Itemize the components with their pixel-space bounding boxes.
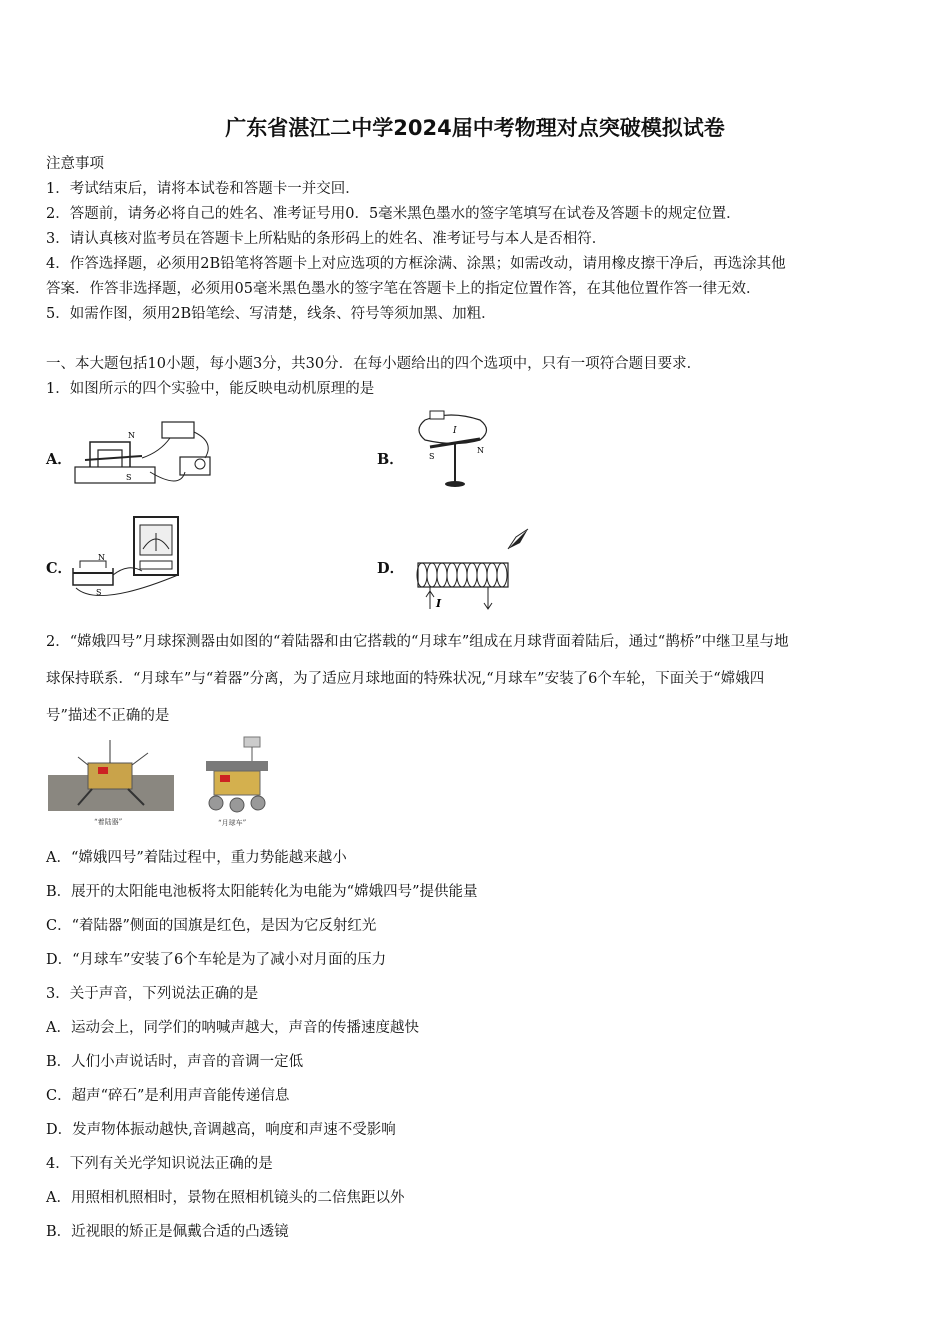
q2-rover-image: [184, 733, 284, 831]
q2-option-c: C．“着陆器”侧面的国旗是红色，是因为它反射红光: [46, 918, 377, 934]
section-heading: 一、本大题包括10小题，每小题3分，共30分．在每小题给出的四个选项中，只有一项符合题目要求．: [46, 356, 702, 372]
q1-option-c-label: C．: [46, 560, 73, 577]
q1b-n-label: N: [477, 446, 484, 455]
q3-option-c: C．超声“碎石”是利用声音能传递信息: [46, 1088, 290, 1104]
q1a-s-label: S: [126, 473, 132, 482]
q2-stem-line: 球保持联系．“月球车”与“着器”分离，为了适应月球地面的特殊状况,“月球车”安装了6个车轮，下面关于“嫦娥四: [46, 671, 765, 687]
notice-item: 1．考试结束后，请将本试卷和答题卡一并交回．: [46, 181, 360, 197]
q2-stem-line: 2．“嫦娥四号”月球探测器由如图的“着陆器和由它搭载的“月球车”组成在月球背面着陆后，通过“鹊桥”中继卫星与地: [46, 634, 789, 650]
q1-option-d-label: D．: [377, 560, 405, 577]
q1-figure-a: [70, 412, 230, 492]
q4-option-a: A．用照相机照相时，景物在照相机镜头的二倍焦距以外: [46, 1190, 405, 1206]
q1d-current-label: I: [436, 597, 442, 610]
q1b-current-label: I: [453, 426, 457, 436]
q3-option-a: A．运动会上，同学们的呐喊声越大，声音的传播速度越快: [46, 1020, 419, 1036]
q1c-n-label: N: [98, 553, 105, 562]
q2-option-a: A．“嫦娥四号”着陆过程中，重力势能越来越小: [46, 850, 347, 866]
q1a-n-label: N: [128, 431, 135, 440]
q1-figure-b: [405, 405, 495, 490]
q2-lander-image: [48, 735, 174, 829]
q2-stem-line: 号”描述不正确的是: [46, 708, 170, 724]
notice-item: 2．答题前，请务必将自己的姓名、准考证号用0．5毫米黑色墨水的签字笔填写在试卷及答题卡的规定位置．: [46, 206, 741, 222]
q3-stem: 3．关于声音，下列说法正确的是: [46, 986, 259, 1002]
q2-option-b: B．展开的太阳能电池板将太阳能转化为电能为“嫦娥四号”提供能量: [46, 884, 478, 900]
q1c-s-label: S: [96, 588, 102, 597]
notice-item: 5．如需作图，须用2B铅笔绘、写清楚，线条、符号等须加黑、加粗．: [46, 306, 496, 322]
notice-heading: 注意事项: [46, 156, 104, 172]
page-title: 广东省湛江二中学2024届中考物理对点突破模拟试卷: [225, 116, 725, 140]
q2-option-d: D．“月球车”安装了6个车轮是为了减小对月面的压力: [46, 952, 387, 968]
q3-option-d: D．发声物体振动越快,音调越高，响度和声速不受影响: [46, 1122, 396, 1138]
notice-item: 答案．作答非选择题，必须用05毫米黑色墨水的签字笔在答题卡上的指定位置作答，在其他位置作答一律无效．: [46, 281, 761, 297]
notice-item: 3．请认真核对监考员在答题卡上所粘贴的条形码上的姓名、准考证号与本人是否相符．: [46, 231, 607, 247]
q1-figure-c: [68, 513, 198, 605]
q1-figure-d: [408, 525, 533, 615]
q1b-s-label: S: [429, 452, 435, 461]
q2-lander-caption: “着陆器”: [94, 818, 123, 826]
q4-stem: 4．下列有关光学知识说法正确的是: [46, 1156, 273, 1172]
q2-rover-caption: “月球车”: [218, 819, 247, 827]
q1-option-b-label: B．: [377, 451, 404, 468]
q1-option-a-label: A．: [46, 451, 72, 468]
q3-option-b: B．人们小声说话时，声音的音调一定低: [46, 1054, 304, 1070]
q1-stem: 1．如图所示的四个实验中，能反映电动机原理的是: [46, 381, 375, 397]
q4-option-b: B．近视眼的矫正是佩戴合适的凸透镜: [46, 1224, 289, 1240]
notice-item: 4．作答选择题，必须用2B铅笔将答题卡上对应选项的方框涂满、涂黑；如需改动，请用橡皮擦干净后，再选涂其他: [46, 256, 786, 272]
